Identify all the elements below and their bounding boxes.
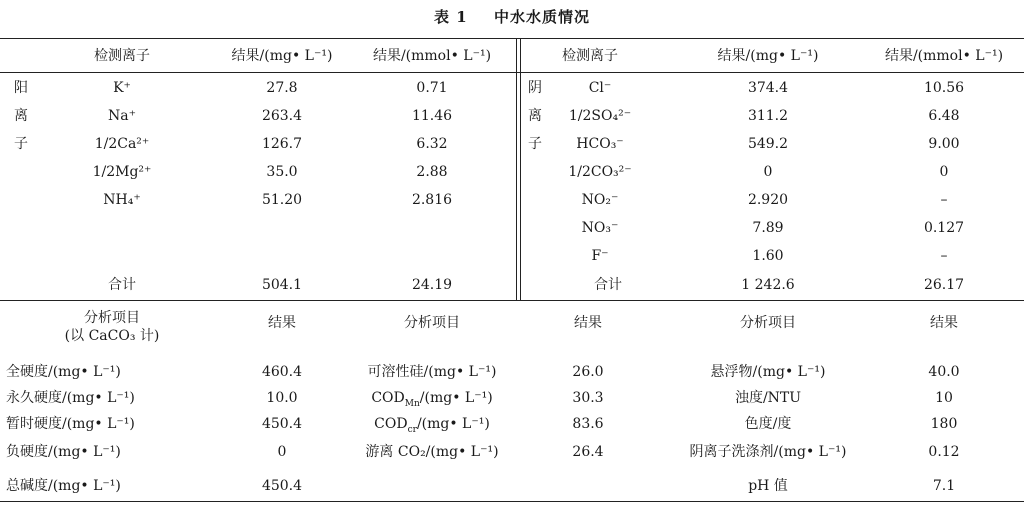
anion-mmol: 0 xyxy=(939,164,949,180)
table-number: 表 1 xyxy=(434,8,468,26)
cation-ion: NH₄⁺ xyxy=(103,192,141,208)
cation-ion: Na⁺ xyxy=(108,108,136,124)
double-divider-left xyxy=(516,38,517,300)
analysis-item1: 暂时硬度/(mg• L⁻¹) xyxy=(6,416,135,432)
top-rule xyxy=(0,38,1024,39)
anion-mg: 0 xyxy=(763,164,773,180)
cation-total-mg: 504.1 xyxy=(261,277,303,293)
analysis-header-item3: 分析项目 xyxy=(740,315,796,331)
cation-ion: 1/2Ca²⁺ xyxy=(94,136,150,152)
analysis-item3: 浊度/NTU xyxy=(734,390,802,406)
anion-mmol: – xyxy=(940,248,948,264)
anion-group-char: 离 xyxy=(528,108,542,124)
analysis-item1: 永久硬度/(mg• L⁻¹) xyxy=(6,390,135,406)
anion-mmol: – xyxy=(940,192,948,208)
cation-mmol: 2.816 xyxy=(411,192,453,208)
analysis-result3: 0.12 xyxy=(928,444,960,460)
analysis-item1: 负硬度/(mg• L⁻¹) xyxy=(6,444,121,460)
anion-mg: 1.60 xyxy=(752,248,784,264)
cation-mg: 51.20 xyxy=(261,192,303,208)
analysis-header-item2: 分析项目 xyxy=(404,315,460,331)
cation-ion: K⁺ xyxy=(113,80,131,96)
header-cation-ion: 检测离子 xyxy=(94,48,150,64)
cation-group-char: 子 xyxy=(14,136,28,152)
anion-mg: 549.2 xyxy=(747,136,789,152)
anion-mmol: 6.48 xyxy=(928,108,960,124)
analysis-result2: 26.4 xyxy=(572,444,604,460)
cation-group-char: 离 xyxy=(14,108,28,124)
analysis-item3: pH 值 xyxy=(748,478,788,494)
analysis-result3: 10 xyxy=(935,390,953,406)
analysis-header-result1: 结果 xyxy=(268,315,296,331)
header-cation-mg: 结果/(mg• L⁻¹) xyxy=(231,48,333,64)
analysis-item2: $COD_{cr}/(mg•$ L⁻¹) xyxy=(374,416,490,435)
header-anion-mmol: 结果/(mmol• L⁻¹) xyxy=(884,48,1004,64)
analysis-result1: 460.4 xyxy=(261,364,303,380)
anion-mmol: 0.127 xyxy=(923,220,965,236)
analysis-result2: 26.0 xyxy=(572,364,604,380)
table-caption: 中水水质情况 xyxy=(493,8,590,26)
analysis-result3: 180 xyxy=(930,416,958,432)
analysis-item3: 阴离子洗涤剂/(mg• L⁻¹) xyxy=(689,444,847,460)
anion-ion: NO₃⁻ xyxy=(581,220,619,236)
anion-ion: HCO₃⁻ xyxy=(576,136,624,152)
anion-mg: 374.4 xyxy=(747,80,789,96)
anion-mmol: 10.56 xyxy=(923,80,965,96)
analysis-result2: 83.6 xyxy=(572,416,604,432)
analysis-header-item1-note: (以 CaCO₃ 计) xyxy=(64,328,160,344)
cation-group-char: 阳 xyxy=(14,80,28,96)
header-anion-ion: 检测离子 xyxy=(562,48,618,64)
analysis-result1: 0 xyxy=(277,444,287,460)
cation-ion: 1/2Mg²⁺ xyxy=(92,164,152,180)
cation-mmol: 2.88 xyxy=(416,164,448,180)
anion-ion: F⁻ xyxy=(591,248,609,264)
bottom-rule xyxy=(0,501,1024,502)
analysis-item2: 可溶性硅/(mg• L⁻¹) xyxy=(367,364,497,380)
analysis-result1: 450.4 xyxy=(261,416,303,432)
analysis-result3: 40.0 xyxy=(928,364,960,380)
cation-total-label: 合计 xyxy=(108,277,136,293)
analysis-result1: 10.0 xyxy=(266,390,298,406)
cation-mg: 27.8 xyxy=(266,80,298,96)
anion-ion: 1/2CO₃²⁻ xyxy=(568,164,632,180)
anion-total-mg: 1 242.6 xyxy=(741,277,795,293)
anion-group-char: 子 xyxy=(528,136,542,152)
cation-mmol: 6.32 xyxy=(416,136,448,152)
analysis-result1: 450.4 xyxy=(261,478,303,494)
anion-mg: 2.920 xyxy=(747,192,789,208)
analysis-item3: 色度/度 xyxy=(744,416,792,432)
cation-mmol: 0.71 xyxy=(416,80,448,96)
anion-mg: 7.89 xyxy=(752,220,784,236)
anion-ion: 1/2SO₄²⁻ xyxy=(568,108,632,124)
anion-mmol: 9.00 xyxy=(928,136,960,152)
anion-mg: 311.2 xyxy=(747,108,789,124)
anion-total-label: 合计 xyxy=(594,277,622,293)
section-divider xyxy=(0,300,1024,301)
anion-ion: NO₂⁻ xyxy=(581,192,619,208)
anion-ion: Cl⁻ xyxy=(588,80,612,96)
cation-mg: 126.7 xyxy=(261,136,303,152)
header-cation-mmol: 结果/(mmol• L⁻¹) xyxy=(372,48,492,64)
double-divider-right xyxy=(520,38,521,300)
cation-mmol: 11.46 xyxy=(411,108,453,124)
analysis-item2: 游离 CO₂/(mg• L⁻¹) xyxy=(365,444,499,460)
analysis-result3: 7.1 xyxy=(932,478,956,494)
anion-total-mmol: 26.17 xyxy=(923,277,965,293)
cation-mg: 263.4 xyxy=(261,108,303,124)
cation-total-mmol: 24.19 xyxy=(411,277,453,293)
table-title xyxy=(0,6,1024,28)
analysis-item2: $COD_{Mn}/(mg•$ L⁻¹) xyxy=(371,390,493,409)
anion-group-char: 阴 xyxy=(528,80,542,96)
analysis-item1: 全硬度/(mg• L⁻¹) xyxy=(6,364,121,380)
analysis-header-result3: 结果 xyxy=(930,315,958,331)
analysis-result2: 30.3 xyxy=(572,390,604,406)
header-anion-mg: 结果/(mg• L⁻¹) xyxy=(717,48,819,64)
analysis-item3: 悬浮物/(mg• L⁻¹) xyxy=(710,364,826,380)
header-rule xyxy=(0,72,1024,73)
analysis-header-result2: 结果 xyxy=(574,315,602,331)
cation-mg: 35.0 xyxy=(266,164,298,180)
analysis-item1: 总碱度/(mg• L⁻¹) xyxy=(6,478,121,494)
analysis-header-item1: 分析项目 xyxy=(84,310,140,326)
